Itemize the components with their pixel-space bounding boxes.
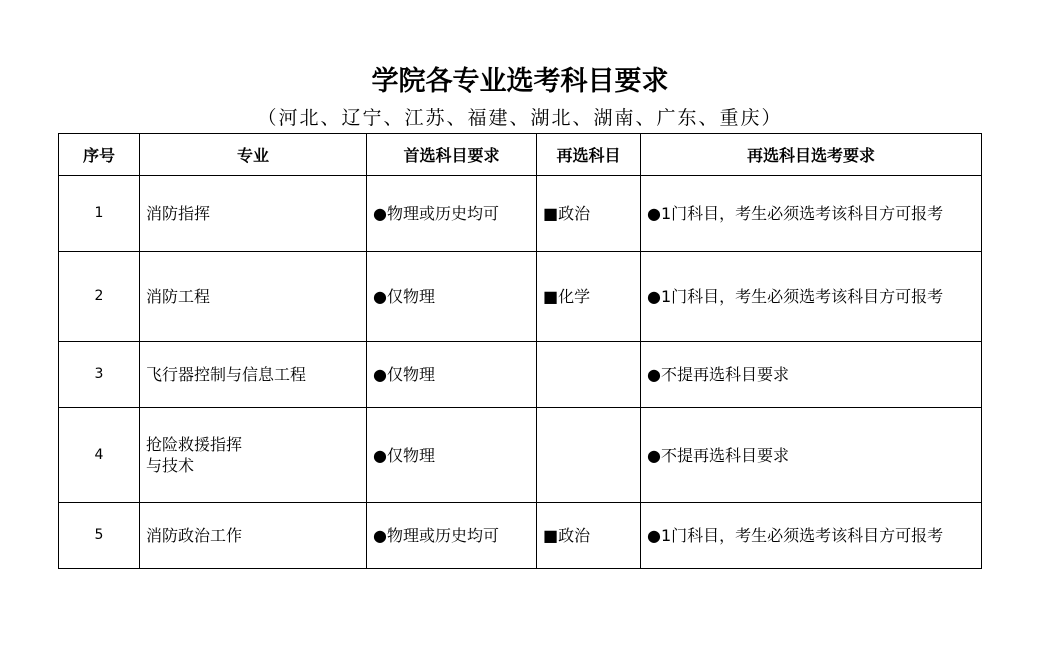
major-name: [140, 342, 367, 408]
major-name-line: 抢险救援指挥: [146, 435, 243, 454]
row-number: 2: [59, 252, 140, 342]
first-subject-requirement: ●物理或历史均可: [367, 503, 537, 569]
page-title: 学院各专业选考科目要求: [371, 66, 669, 97]
second-subject-requirement: ●不提再选科目要求: [641, 342, 982, 408]
major-name-line: 飞行器控制与信息工程: [146, 365, 307, 384]
table-header-row: [59, 134, 982, 176]
major-name: [140, 503, 367, 569]
table-row: [59, 342, 982, 408]
header-serial-number: 序号: [59, 134, 140, 176]
row-number: 5: [59, 503, 140, 569]
table-row: [59, 408, 982, 503]
major-name-line: 消防指挥: [146, 204, 211, 223]
major-name-line: 与技术: [146, 456, 195, 475]
second-subject: [537, 408, 641, 503]
header-major: 专业: [140, 134, 367, 176]
second-subject-requirement: ●1门科目，考生必须选考该科目方可报考: [641, 252, 982, 342]
major-name: [140, 408, 367, 503]
major-name-line: 消防政治工作: [146, 526, 243, 545]
row-number: 3: [59, 342, 140, 408]
requirements-table: [58, 133, 982, 569]
page-subtitle: （河北、辽宁、江苏、福建、湖北、湖南、广东、重庆）: [257, 107, 783, 129]
major-name: [140, 176, 367, 252]
table-row: [59, 503, 982, 569]
row-number: 1: [59, 176, 140, 252]
table-row: [59, 176, 982, 252]
header-second-subject-requirement: 再选科目选考要求: [641, 134, 982, 176]
second-subject: [537, 342, 641, 408]
second-subject: ■政治: [537, 503, 641, 569]
second-subject-requirement: ●1门科目，考生必须选考该科目方可报考: [641, 176, 982, 252]
table-row: [59, 252, 982, 342]
major-name: [140, 252, 367, 342]
header-second-subject: 再选科目: [537, 134, 641, 176]
first-subject-requirement: ●仅物理: [367, 408, 537, 503]
first-subject-requirement: ●仅物理: [367, 342, 537, 408]
header-first-subject-requirement: 首选科目要求: [367, 134, 537, 176]
first-subject-requirement: ●仅物理: [367, 252, 537, 342]
row-number: 4: [59, 408, 140, 503]
second-subject: ■政治: [537, 176, 641, 252]
second-subject-requirement: ●1门科目，考生必须选考该科目方可报考: [641, 503, 982, 569]
second-subject-requirement: ●不提再选科目要求: [641, 408, 982, 503]
major-name-line: 消防工程: [146, 287, 211, 306]
first-subject-requirement: ●物理或历史均可: [367, 176, 537, 252]
second-subject: ■化学: [537, 252, 641, 342]
